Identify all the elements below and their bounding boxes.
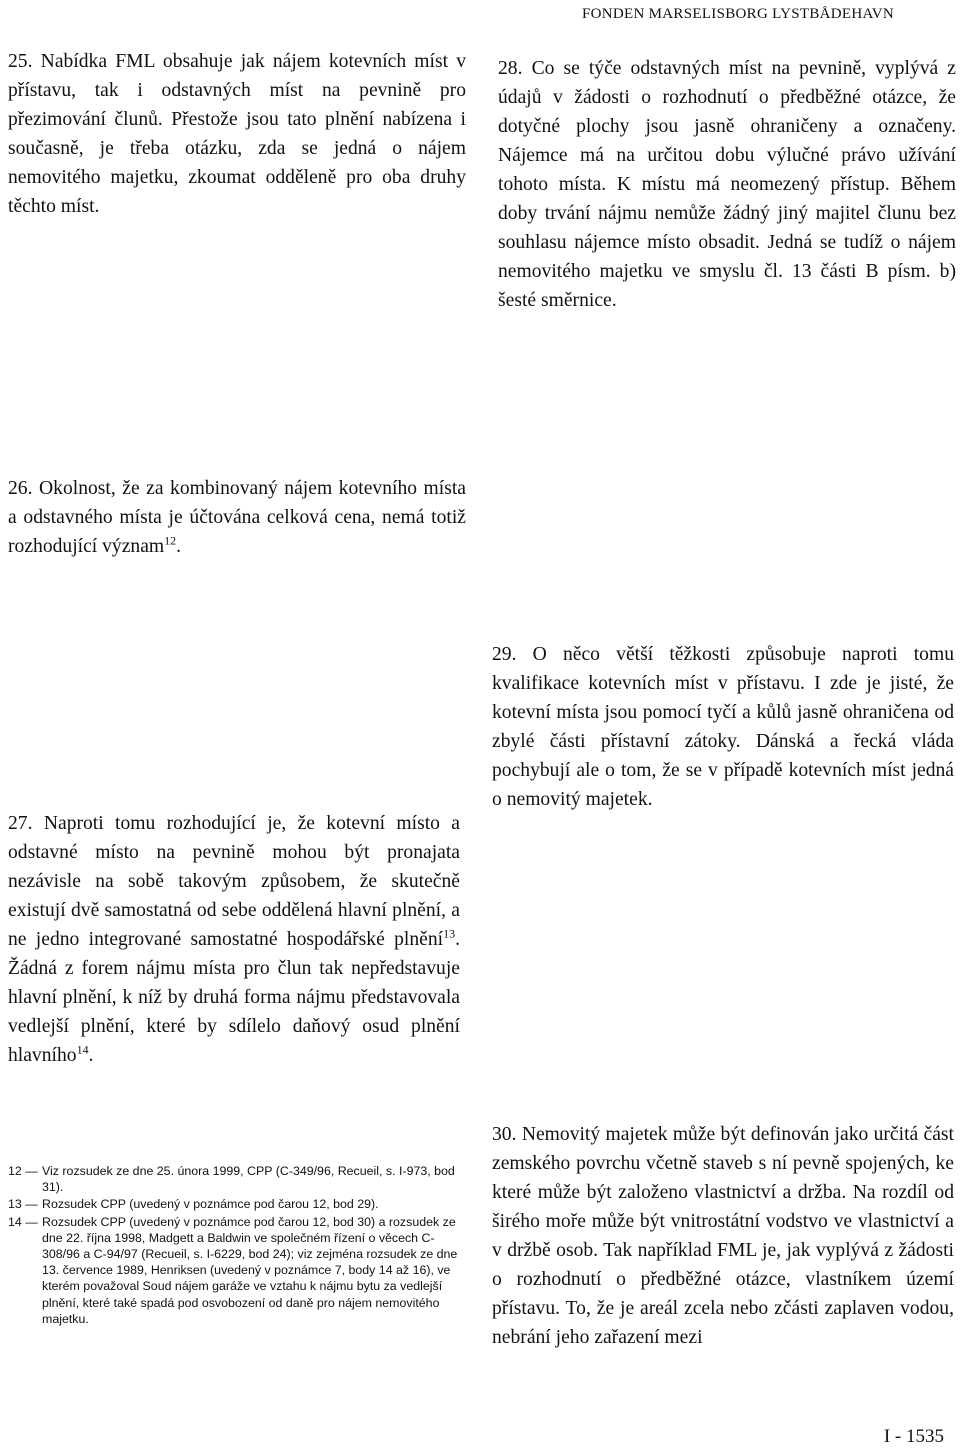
paragraph-number: 28.: [498, 58, 523, 79]
page-number: I - 1535: [883, 1426, 944, 1447]
footnote-ref-12[interactable]: 12: [164, 533, 177, 548]
paragraph-number: 29.: [492, 644, 517, 665]
paragraph-30: [492, 1120, 954, 1352]
footnote-number: 13 —: [8, 1197, 38, 1212]
paragraph-tail: .: [88, 1045, 94, 1066]
footnote-number: 14 —: [8, 1214, 38, 1229]
paragraph-number: 26.: [8, 478, 33, 499]
paragraph-28: [498, 54, 956, 315]
paragraph-26: [8, 474, 466, 561]
footnote-14: [8, 1214, 460, 1327]
paragraph-tail: .: [176, 536, 182, 557]
paragraph-text: Co se týče odstavných míst na pevnině, vyplývá z údajů v žádosti o rozhodnutí o předběžné otázce, že dotyčné plochy jsou jasně ohraničeny a označeny. Nájemce má na určitou dobu výlučné právo užívání tohoto místa. K místu má neomezený přístup. Během doby trvání nájmu nemůže žádný jiný majitel člunu bez souhlasu nájemce místo obsadit. Jedná se tudíž o nájem nemovitého majetku ve smyslu čl. 13 části B písm. b) šesté směrnice.: [498, 58, 957, 311]
footnote-ref-13[interactable]: 13: [443, 926, 456, 941]
paragraph-number: 30.: [492, 1124, 517, 1145]
footnote-12: [8, 1163, 460, 1195]
footnote-text: Viz rozsudek ze dne 25. února 1999, CPP (C-349/96, Recueil, s. I-973, bod 31).: [42, 1164, 455, 1195]
paragraph-text-a: Naproti tomu rozhodující je, že kotevní místo a odstavné místo na pevnině mohou být pronajata nezávisle na sobě takovým způsobem, že skutečně existují dvě samostatná od sebe oddělená hlavní plnění, a ne jedno integrované samostatné hospodářské plnění: [8, 813, 460, 950]
running-header: FONDEN MARSELISBORG LYSTBÅDEHAVN: [581, 6, 894, 22]
footnote-ref-14[interactable]: 14: [76, 1042, 89, 1057]
paragraph-text: O něco větší těžkosti způsobuje naproti tomu kvalifikace kotevních míst v přístavu. I zde je jisté, že kotevní místa jsou pomocí tyčí a kůlů jasně ohraničena od zbylé části přístavní zátoky. Dánská a řecká vláda pochybují ale o tom, že se v případě kotevních míst jedná o nemovitý majetek.: [492, 644, 954, 810]
paragraph-25: [8, 47, 466, 221]
paragraph-number: 25.: [8, 51, 33, 72]
paragraph-27: [8, 809, 460, 1070]
footnote-text: Rozsudek CPP (uvedený v poznámce pod čarou 12, bod 29).: [42, 1197, 379, 1212]
paragraph-text: Okolnost, že za kombinovaný nájem kotevního místa a odstavného místa je účtována celková cena, nemá totiž rozhodující význam: [8, 478, 467, 557]
footnote-number: 12 —: [8, 1164, 38, 1178]
footnote-text: Rozsudek CPP (uvedený v poznámce pod čarou 12, bod 30) a rozsudek ze dne 22. října 1998, Madgett a Baldwin ve společném řízení o věcech C-308/96 a C-94/97 (Recueil, s. I-6229, bod 24); viz zejména rozsudek ze dne 13. července 1989, Henriksen (uvedený v poznámce 7, body 14 až 16), ve kterém považoval Soud nájem garáže ve vztahu k nájmu bytu za vedlejší plnění, které také spadá pod osvobození od daně pro nájem nemovitého majetku.: [42, 1214, 458, 1326]
footnote-13: [8, 1196, 460, 1212]
paragraph-number: 27.: [8, 813, 33, 834]
paragraph-text-b: . Žádná z forem nájmu místa pro člun tak nepředstavuje hlavní plnění, k níž by druhá forma nájmu představovala vedlejší plnění, které by sdílelo daňový osud plnění hlavního: [8, 929, 460, 1066]
paragraph-text: Nabídka FML obsahuje jak nájem kotevních míst v přístavu, tak i odstavných míst na pevnině pro přezimování člunů. Přestože jsou tato plnění nabízena i současně, je třeba otázku, zda se jedná o nájem nemovitého majetku, zkoumat odděleně pro oba druhy těchto míst.: [8, 51, 466, 217]
footnotes: [8, 1163, 460, 1328]
paragraph-29: [492, 640, 954, 814]
paragraph-text: Nemovitý majetek může být definován jako určitá část zemského povrchu včetně staveb s ní pevně spojených, ke které může být založeno vlastnictví a držba. Na rozdíl od širého moře může být vnitrostátní vodstvo ve vlastnictví a v držbě osob. Tak například FML je, jak vyplývá z žádosti o rozhodnutí o předběžné otázce, vlastníkem území přístavu. To, že je areál zcela nebo zčásti zaplaven vodou, nebrání jeho zařazení mezi: [492, 1124, 954, 1348]
